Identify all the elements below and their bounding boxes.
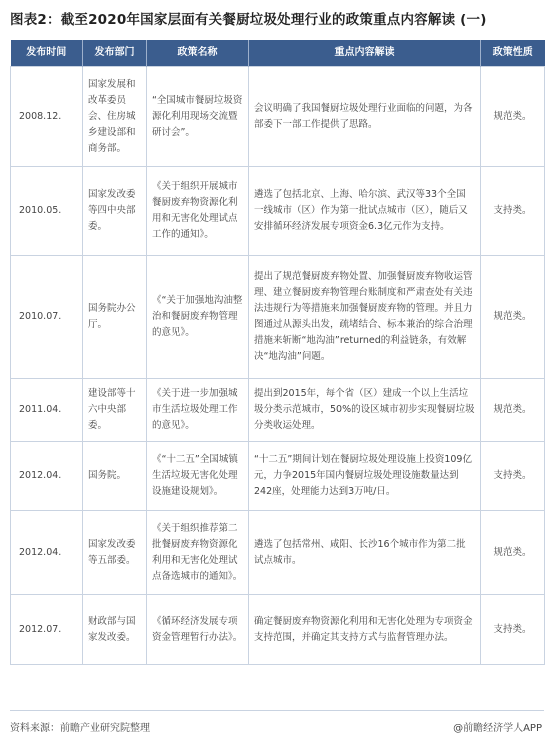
header-name: 政策名称: [147, 40, 249, 67]
cell-name: 《关于组织开展城市餐厨废弃物资源化利用和无害化处理试点工作的通知》。: [147, 167, 249, 256]
cell-content: 提出到2015年，每个省（区）建成一个以上生活垃圾分类示范城市，50%的设区城市初步实现餐厨垃圾分类收运处理。: [249, 379, 481, 442]
cell-content: 遴选了包括北京、上海、哈尔滨、武汉等33个全国一线城市（区）作为第一批试点城市（区），随后又安排循环经济发展专项资金6.3亿元作为支持。: [249, 167, 481, 256]
table-row: [11, 67, 545, 167]
cell-dept: 国务院。: [83, 442, 147, 511]
cell-dept: 建设部等十六中央部委。: [83, 379, 147, 442]
page-title: 图表2：截至2020年国家层面有关餐厨垃圾处理行业的政策重点内容解读 (一): [10, 12, 487, 28]
cell-content: “十二五”期间计划在餐厨垃圾处理设施上投资109亿元，力争2015年国内餐厨垃圾处理设施数量达到242座，处理能力达到3万吨/日。: [249, 442, 481, 511]
policy-table: [10, 40, 545, 665]
cell-date: 2010.05.: [11, 167, 83, 256]
cell-date: 2010.07.: [11, 256, 83, 379]
cell-name: 《“十二五”全国城镇生活垃圾无害化处理设施建设规划》。: [147, 442, 249, 511]
cell-content: 确定餐厨废弃物资源化利用和无害化处理为专项资金支持范围，并确定其支持方式与监督管理办法。: [249, 595, 481, 665]
cell-dept: 国务院办公厅。: [83, 256, 147, 379]
header-nature: 政策性质: [481, 40, 545, 67]
table-row: [11, 379, 545, 442]
cell-date: 2008.12.: [11, 67, 83, 167]
cell-name: 《循环经济发展专项资金管理暂行办法》。: [147, 595, 249, 665]
header-dept: 发布部门: [83, 40, 147, 67]
table-row: [11, 167, 545, 256]
cell-dept: 财政部与国家发改委。: [83, 595, 147, 665]
footer-divider: [10, 710, 544, 711]
cell-name: 《关于组织推荐第二批餐厨废弃物资源化利用和无害化处理试点备选城市的通知》。: [147, 511, 249, 595]
cell-dept: 国家发改委等五部委。: [83, 511, 147, 595]
cell-nature: 规范类。: [481, 511, 545, 595]
header-date: 发布时间: [11, 40, 83, 67]
header-content: 重点内容解读: [249, 40, 481, 67]
cell-date: 2011.04.: [11, 379, 83, 442]
table-row: [11, 256, 545, 379]
cell-date: 2012.04.: [11, 511, 83, 595]
table-row: [11, 511, 545, 595]
cell-nature: 支持类。: [481, 167, 545, 256]
table-header-row: [11, 40, 545, 67]
source-note: 资料来源：前瞻产业研究院整理: [10, 723, 150, 734]
cell-date: 2012.07.: [11, 595, 83, 665]
cell-content: 提出了规范餐厨废弃物处置、加强餐厨废弃物收运管理、建立餐厨废弃物管理台账制度和严肃查处有关违法违规行为等措施来加强餐厨废弃物的管理。并且力图通过从源头出发，疏堵结合、标本兼治的综合治理措施来斩断“地沟油”returned的利益链条，有效解决“地沟油”问题。: [249, 256, 481, 379]
cell-nature: 支持类。: [481, 595, 545, 665]
brand-credit: @前瞻经济学人APP: [453, 723, 542, 734]
cell-name: “全国城市餐厨垃圾资源化利用现场交流暨研讨会”。: [147, 67, 249, 167]
cell-content: 会议明确了我国餐厨垃圾处理行业面临的问题，为各部委下一部工作提供了思路。: [249, 67, 481, 167]
cell-content: 遴选了包括常州、咸阳、长沙16个城市作为第二批试点城市。: [249, 511, 481, 595]
cell-dept: 国家发改委等四中央部委。: [83, 167, 147, 256]
cell-name: 《“关于加强地沟油整治和餐厨废弃物管理的意见》。: [147, 256, 249, 379]
cell-nature: 支持类。: [481, 442, 545, 511]
cell-nature: 规范类。: [481, 256, 545, 379]
table-row: [11, 595, 545, 665]
cell-dept: 国家发展和改革委员会、住房城乡建设部和商务部。: [83, 67, 147, 167]
cell-nature: 规范类。: [481, 67, 545, 167]
table-row: [11, 442, 545, 511]
cell-date: 2012.04.: [11, 442, 83, 511]
cell-nature: 规范类。: [481, 379, 545, 442]
cell-name: 《关于进一步加强城市生活垃圾处理工作的意见》。: [147, 379, 249, 442]
